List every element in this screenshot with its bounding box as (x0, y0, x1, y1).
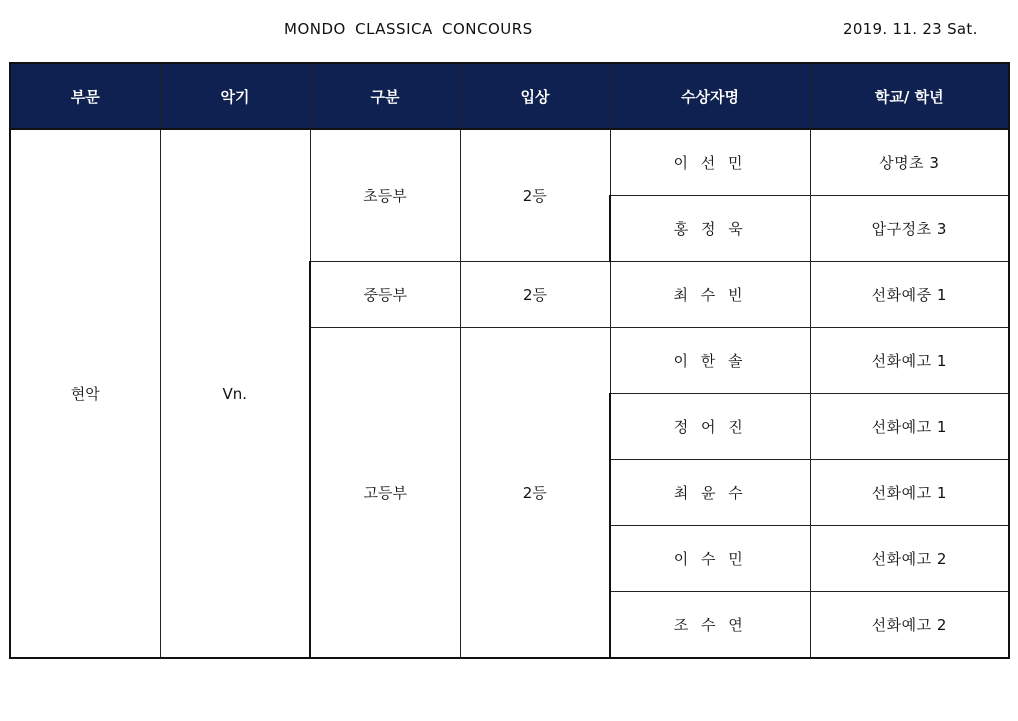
award-cell: 2등 (460, 262, 610, 328)
school-grade-cell: 선화예고 1 (810, 460, 1009, 526)
column-header-winner-name: 수상자명 (610, 63, 810, 129)
winner-name-cell: 조 수 연 (610, 592, 810, 659)
winner-name-cell: 이 수 민 (610, 526, 810, 592)
award-cell: 2등 (460, 328, 610, 659)
school-grade-cell: 선화예고 1 (810, 394, 1009, 460)
event-date: 2019. 11. 23 Sat. (843, 20, 978, 38)
column-header-instrument: 악기 (160, 63, 310, 129)
winner-name-cell: 이 한 솔 (610, 328, 810, 394)
column-header-division: 부문 (10, 63, 160, 129)
school-grade-cell: 압구정초 3 (810, 196, 1009, 262)
school-grade-cell: 선화예고 2 (810, 592, 1009, 659)
category-cell: 초등부 (310, 129, 460, 262)
school-grade-cell: 선화예중 1 (810, 262, 1009, 328)
table-row (10, 129, 1009, 196)
category-cell: 중등부 (310, 262, 460, 328)
winner-name-cell: 최 수 빈 (610, 262, 810, 328)
school-grade-cell: 상명초 3 (810, 129, 1009, 196)
school-grade-cell: 선화예고 1 (810, 328, 1009, 394)
column-header-category: 구분 (310, 63, 460, 129)
division-cell: 현악 (10, 129, 160, 658)
results-table (9, 62, 1010, 659)
column-header-school-grade: 학교/ 학년 (810, 63, 1009, 129)
award-cell: 2등 (460, 129, 610, 262)
winner-name-cell: 홍 정 욱 (610, 196, 810, 262)
winner-name-cell: 최 윤 수 (610, 460, 810, 526)
document-title: MONDO CLASSICA CONCOURS (284, 20, 533, 38)
school-grade-cell: 선화예고 2 (810, 526, 1009, 592)
column-header-award: 입상 (460, 63, 610, 129)
winner-name-cell: 이 선 민 (610, 129, 810, 196)
winner-name-cell: 정 어 진 (610, 394, 810, 460)
category-cell: 고등부 (310, 328, 460, 659)
table-header-row (10, 63, 1009, 129)
instrument-cell: Vn. (160, 129, 310, 658)
